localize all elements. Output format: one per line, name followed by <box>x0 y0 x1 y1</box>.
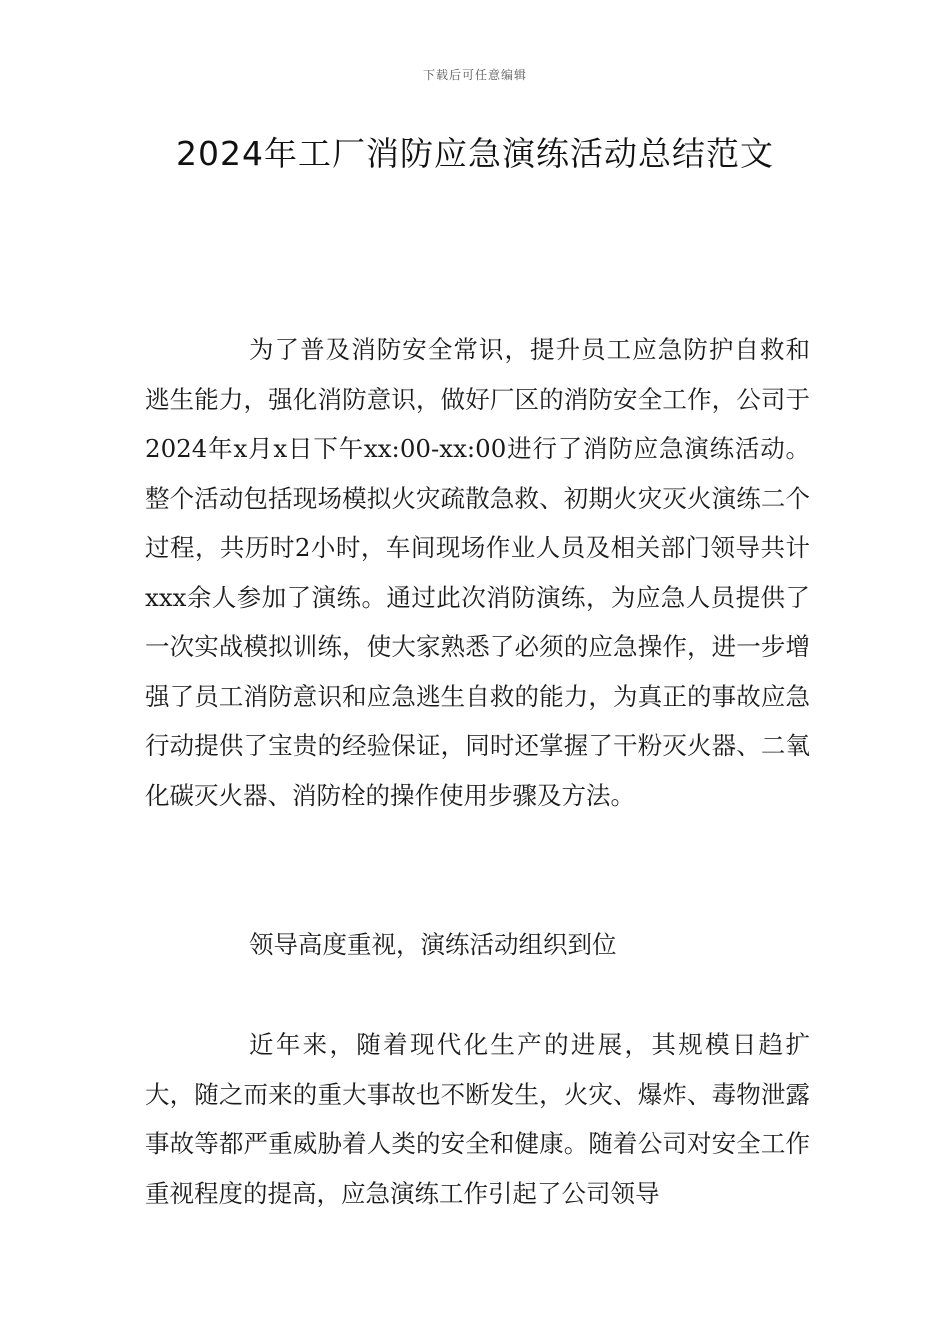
section-heading: 领导高度重视，演练活动组织到位 <box>249 930 617 959</box>
header-note: 下载后可任意编辑 <box>422 68 527 82</box>
document-title: 2024年工厂消防应急演练活动总结范文 <box>176 134 774 173</box>
paragraph-intro: 为了普及消防安全常识，提升员工应急防护自救和逃生能力，强化消防意识，做好厂区的消防安全工作，公司于2024年x月x日下午xx:00-xx:00进行了消防应急演练活动。整个活动包括现场模拟火灾疏散急救、初期火灾灭火演练二个过程，共历时2小时，车间现场作业人员及相关部门领导共计xxx余人参加了演练。通过此次消防演练，为应急人员提供了一次实战模拟训练，使大家熟悉了必须的应急操作，进一步增强了员工消防意识和应急逃生自救的能力，为真正的事故应急行动提供了宝贵的经验保证，同时还掌握了干粉灭火器、二氧化碳灭火器、消防栓的操作使用步骤及方法。 <box>145 335 810 810</box>
paragraph-background: 近年来，随着现代化生产的进展，其规模日趋扩大，随之而来的重大事故也不断发生，火灾、爆炸、毒物泄露事故等都严重威胁着人类的安全和健康。随着公司对安全工作重视程度的提高，应急演练工作引起了公司领导 <box>145 1030 810 1208</box>
